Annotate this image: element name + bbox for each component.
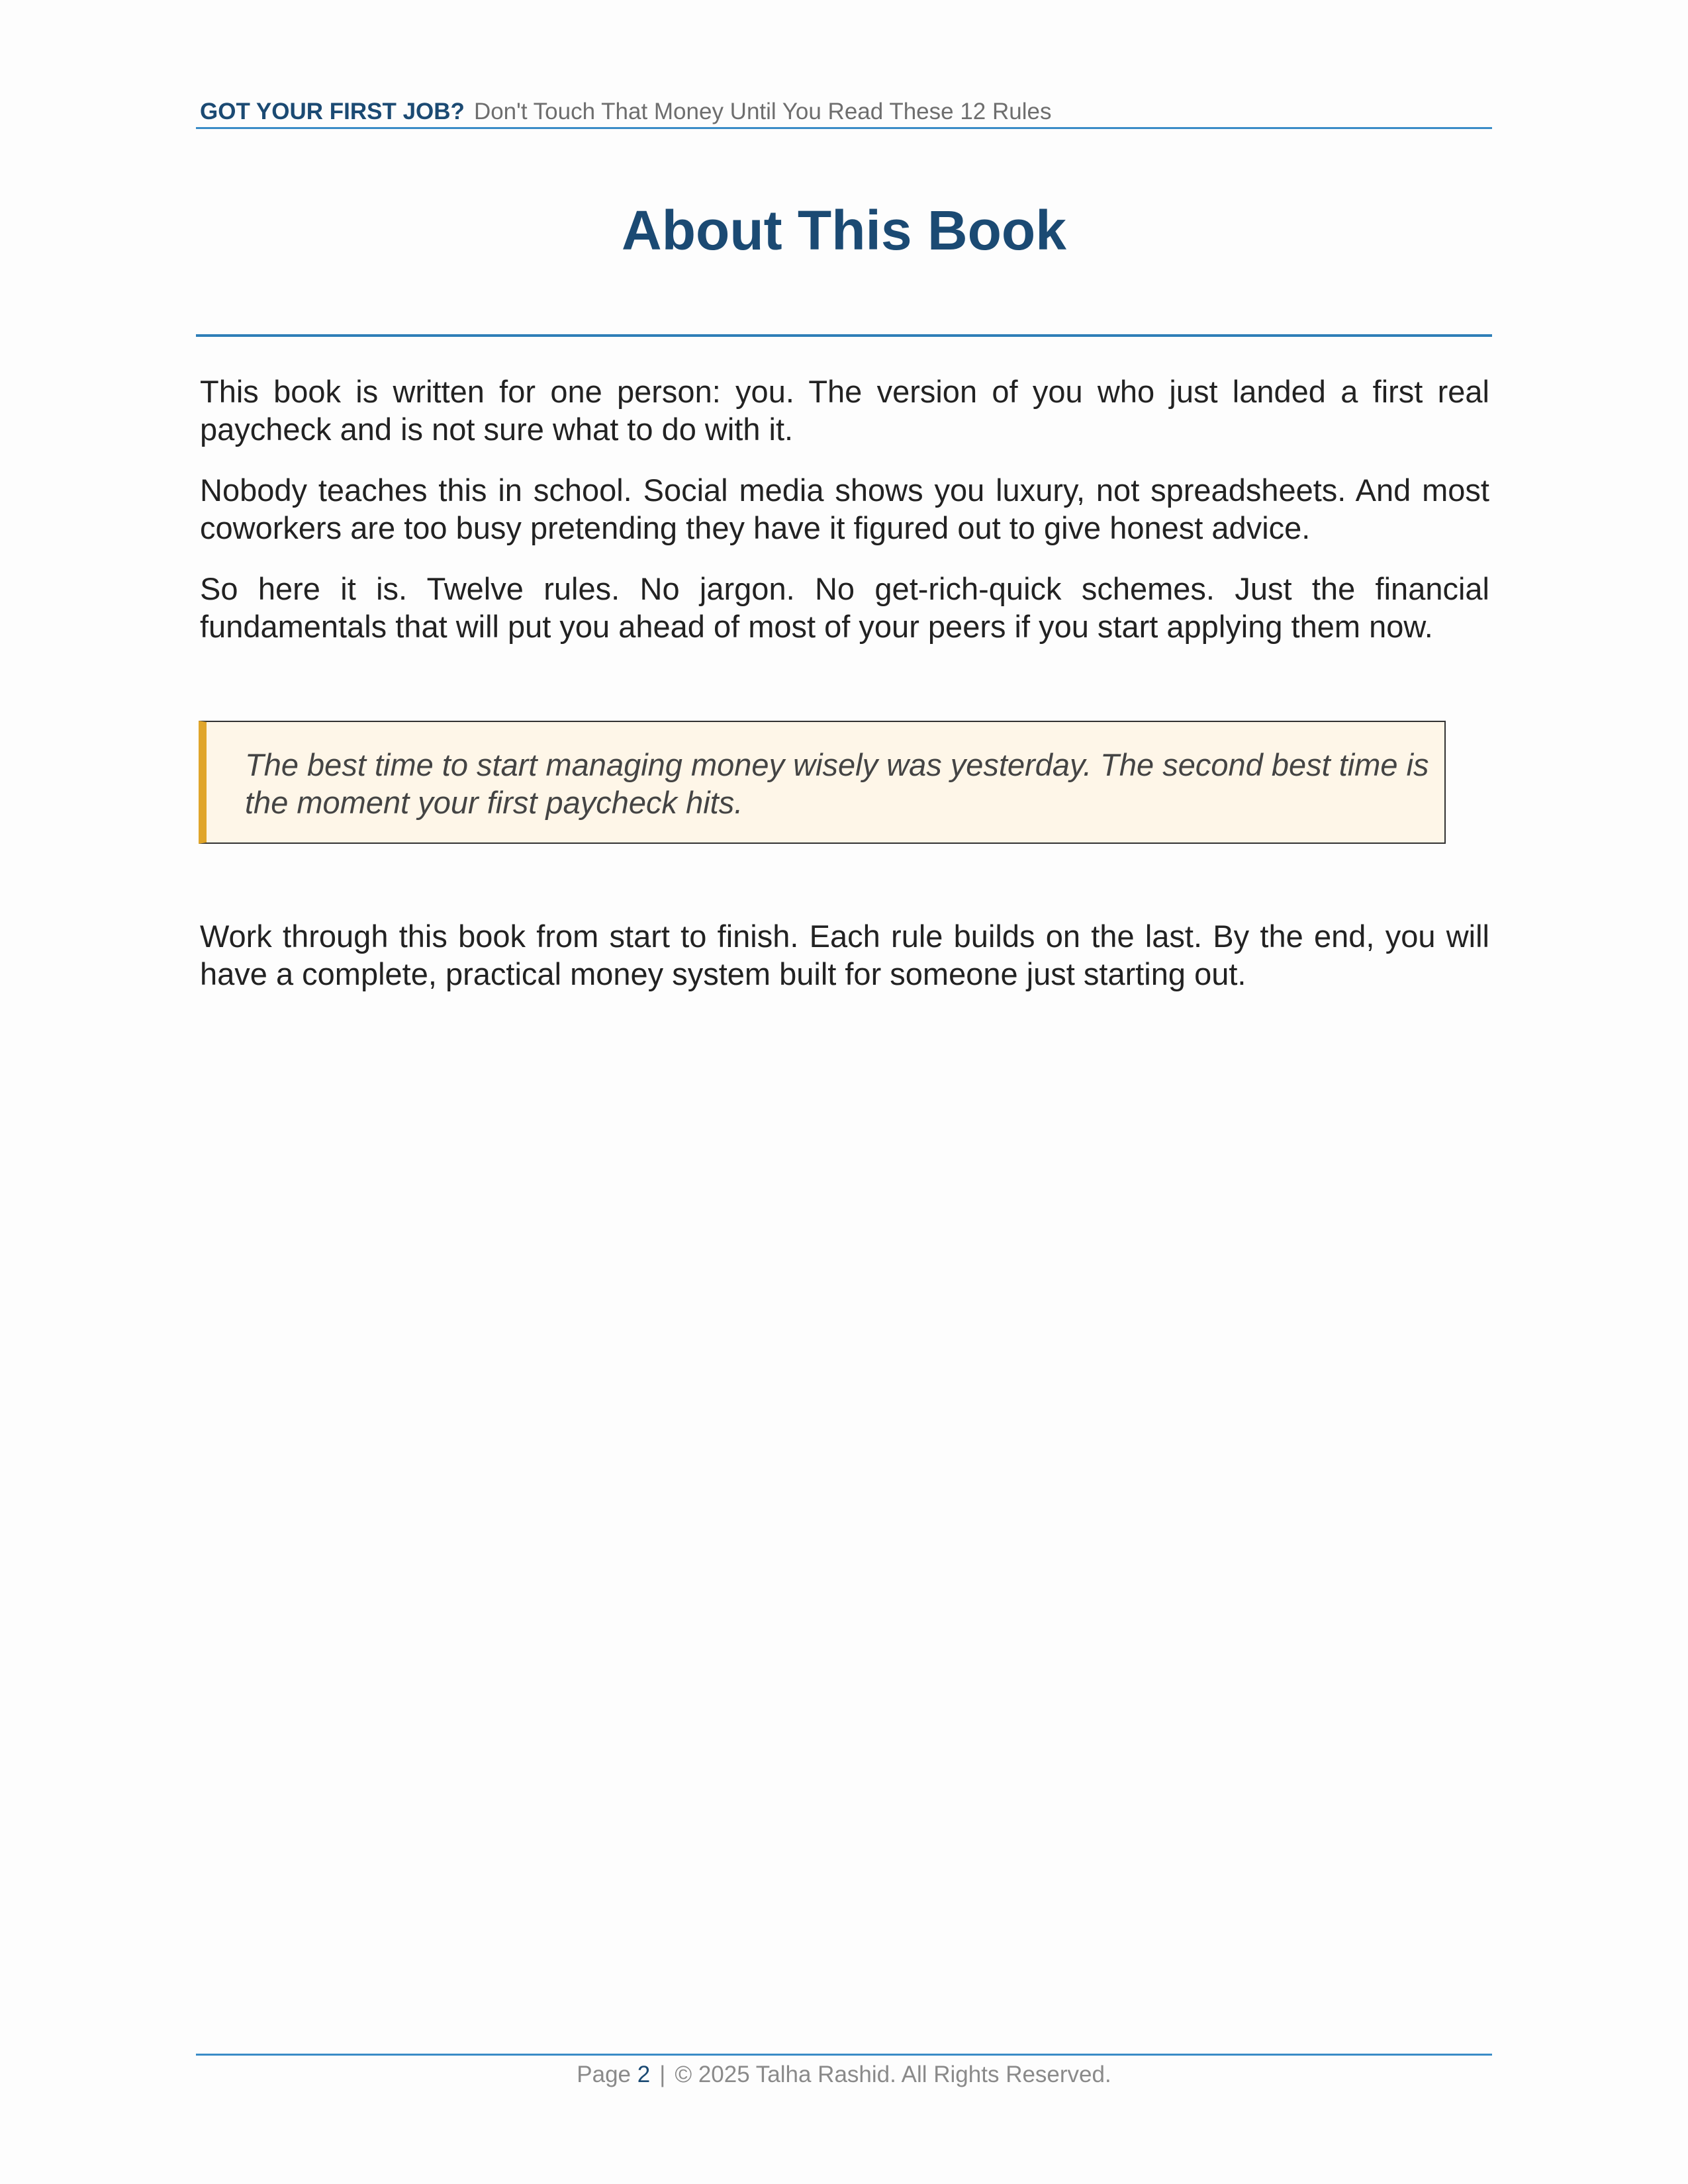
body-paragraph-3: So here it is. Twelve rules. No jargon. No get-rich-quick schemes. Just the financial fundamentals that will put you ahead of most of your peers if you start applying them now.	[200, 571, 1489, 644]
footer-divider	[196, 2054, 1492, 2056]
footer-page-number: 2	[637, 2062, 651, 2087]
footer-copyright: © 2025 Talha Rashid. All Rights Reserved.	[675, 2062, 1111, 2087]
header-book-title: GOT YOUR FIRST JOB?	[200, 99, 465, 124]
footer-separator: |	[659, 2062, 666, 2087]
callout-quote-text: The best time to start managing money wisely was yesterday. The second best time is the moment your first paycheck hits.	[245, 747, 1429, 820]
title-divider	[196, 334, 1492, 337]
body-paragraph-2: Nobody teaches this in school. Social media shows you luxury, not spreadsheets. And most coworkers are too busy pretending they have it figured out to give honest advice.	[200, 473, 1489, 545]
body-paragraph-1: This book is written for one person: you. The version of you who just landed a first real paycheck and is not sure what to do with it.	[200, 374, 1489, 447]
header-book-subtitle: Don't Touch That Money Until You Read These 12 Rules	[473, 99, 1052, 124]
page-title: About This Book	[622, 199, 1066, 261]
page-footer	[196, 2060, 1492, 2089]
closing-paragraph: Work through this book from start to finish. Each rule builds on the last. By the end, you will have a complete, practical money system built for someone just starting out.	[200, 919, 1489, 991]
quote-callout	[199, 721, 1446, 844]
running-header	[196, 96, 1492, 129]
footer-page-label: Page	[577, 2062, 632, 2087]
running-header-text	[200, 99, 1051, 125]
